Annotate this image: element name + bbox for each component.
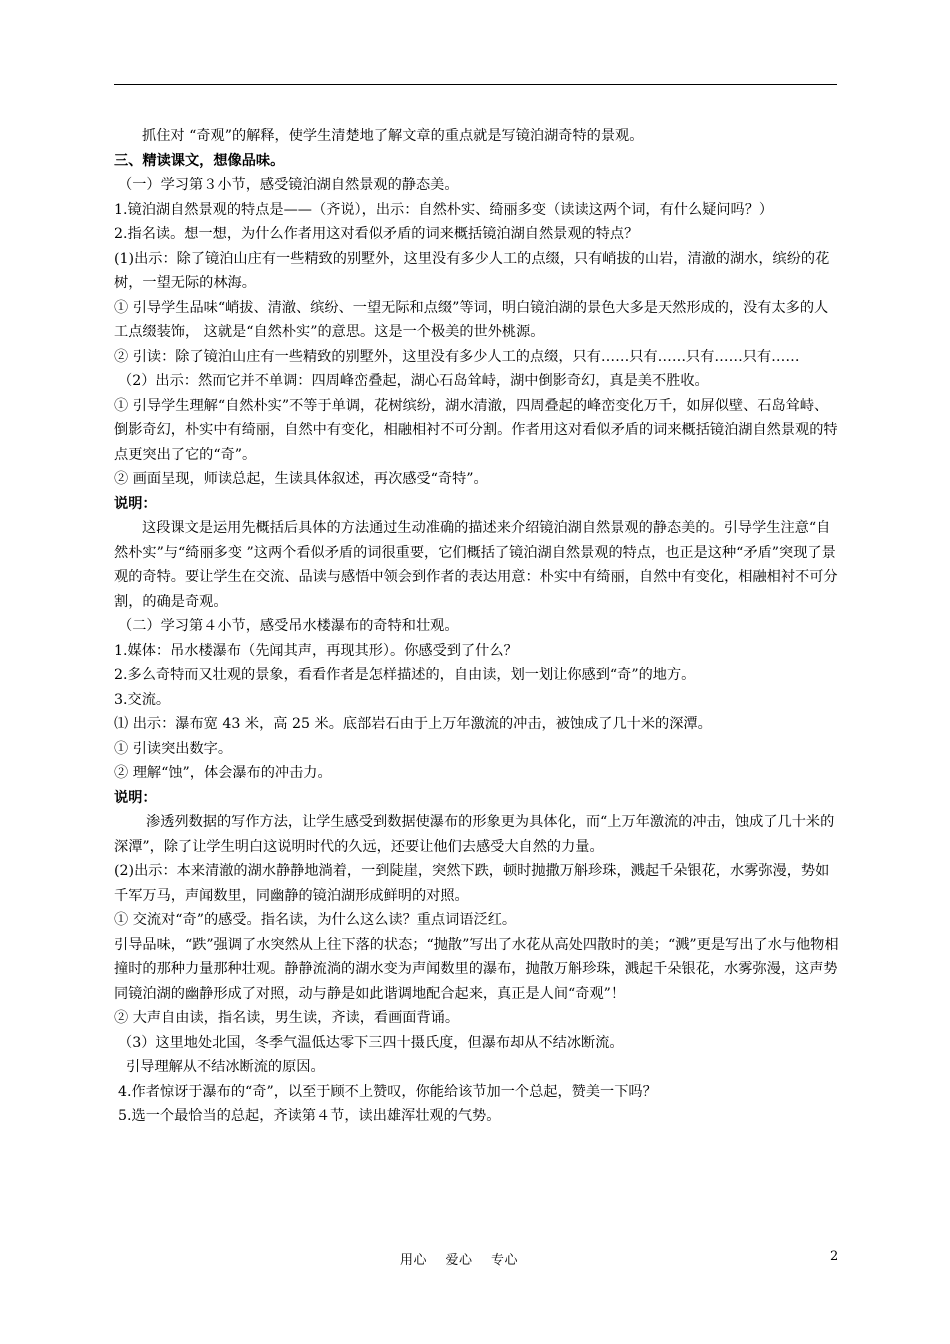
paragraph: (1)出示：除了镜泊山庄有一些精致的别墅外，这里没有多少人工的点缀，只有峭拔的山岩，清澈的湖水，缤纷的花树，一望无际的林海。: [114, 250, 830, 291]
paragraph: ⑴ 出示：瀑布宽 43 米，高 25 米。底部岩石由于上万年激流的冲击，被蚀成了几十米的深潭。: [114, 716, 712, 732]
paragraph: （一）学习第３小节，感受镜泊湖自然景观的静态美。: [118, 177, 459, 193]
paragraph: 4.作者惊讶于瀑布的“奇”，以至于顾不上赞叹，你能给该节加一个总起，赞美一下吗？: [118, 1083, 657, 1100]
paragraph: ① 引读突出数字。: [114, 740, 233, 757]
paragraph: （2）出示：然而它并不单调：四周峰峦叠起，湖心石岛耸峙，湖中倒影奇幻，真是美不胜收。: [118, 373, 709, 389]
footer-text: 用心 爱心 专心: [400, 1253, 519, 1268]
paragraph: 引导理解从不结冰断流的原因。: [126, 1059, 325, 1075]
paragraph: ① 引导学生理解“自然朴实”不等于单调，花树缤纷，湖水清澈，四周叠起的峰峦变化万千，如屏似壁、石岛耸峙、倒影奇幻，朴实中有绮丽，自然中有变化，相融相衬不可分割。作者用这对看似矛盾的词来概括镜泊湖自然景观的特点更突出了它的“奇”。: [114, 397, 838, 463]
header-rule: [114, 84, 837, 85]
paragraph: 引导品味，“跌”强调了水突然从上往下落的状态；“抛散”写出了水花从高处四散时的美；“溅”更是写出了水与他物相撞时的那种力量那种壮观。静静流淌的湖水变为声闻数里的瀑布，抛散万斛珍珠，溅起千朵银花，水雾弥漫，这声势同镜泊湖的幽静形成了对照，动与静是如此谐调地配合起来，真正是人间“奇观”！: [114, 936, 839, 1002]
paragraph: 这段课文是运用先概括后具体的方法通过生动准确的描述来介绍镜泊湖自然景观的静态美的。引导学生注意“自然朴实”与“绮丽多变 ”这两个看似矛盾的词很重要，它们概括了镜泊湖自然景观的特点，也正是这种“矛盾”突现了景观的奇特。要让学生在交流、品读与感悟中领会到作者的表达用意：朴实中有绮丽，自然中有变化，相融相衬不可分割，的确是奇观。: [114, 520, 838, 610]
paragraph: ② 大声自由读，指名读，男生读，齐读，看画面背诵。: [114, 1010, 460, 1026]
paragraph: ① 引导学生品味“峭拔、清澈、缤纷、一望无际和点缀”等词，明白镜泊湖的景色大多是天然形成的，没有太多的人工点缀装饰， 这就是“自然朴实”的意思。这是一个极美的世外桃源。: [114, 299, 829, 340]
paragraph: ② 理解“蚀”，体会瀑布的冲击力。: [114, 765, 332, 781]
paragraph: ① 交流对“奇”的感受。指名读，为什么这么读？重点词语泛红。: [114, 912, 517, 928]
page-number: 2: [830, 1249, 839, 1264]
paragraph: 抓住对 “奇观”的解释，使学生清楚地了解文章的重点就是写镜泊湖奇特的景观。: [142, 128, 644, 144]
paragraph: ② 引读：除了镜泊山庄有一些精致的别墅外，这里没有多少人工的点缀，只有……只有……只有……只有……: [114, 348, 800, 365]
paragraph: 1.媒体：吊水楼瀑布（先闻其声，再现其形）。你感受到了什么？: [114, 642, 518, 659]
paragraph: 5.选一个最恰当的总起，齐读第４节，读出雄浑壮观的气势。: [118, 1108, 501, 1124]
section-heading: 说明：: [114, 495, 157, 512]
paragraph: （3）这里地处北国，冬季气温低达零下三四十摄氏度，但瀑布却从不结冰断流。: [118, 1034, 624, 1051]
paragraph: (2)出示：本来清澈的湖水静静地淌着，一到陡崖，突然下跌，顿时抛撒万斛珍珠，溅起千朵银花，水雾弥漫，势如千军万马，声闻数里，同幽静的镜泊湖形成鲜明的对照。: [114, 863, 830, 904]
paragraph: 1.镜泊湖自然景观的特点是——（齐说），出示：自然朴实、绮丽多变（读读这两个词，有什么疑问吗？）: [114, 201, 774, 218]
paragraph: 2.多么奇特而又壮观的景象，看看作者是怎样描述的，自由读，划一划让你感到“奇”的地方。: [114, 667, 696, 683]
paragraph: 3.交流。: [114, 691, 171, 708]
document-body: [114, 124, 842, 1129]
paragraph: 2.指名读。想一想，为什么作者用这对看似矛盾的词来概括镜泊湖自然景观的特点？: [114, 226, 639, 242]
paragraph: ② 画面呈现，师读总起，生读具体叙述，再次感受“奇特”。: [114, 471, 488, 487]
paragraph: 渗透列数据的写作方法，让学生感受到数据使瀑布的形象更为具体化，而“上万年激流的冲击，蚀成了几十米的深潭”，除了让学生明白这说明时代的久远，还要让他们去感受大自然的力量。: [114, 814, 835, 855]
section-heading: 三、精读课文，想像品味。: [114, 152, 285, 169]
paragraph: （二）学习第４小节，感受吊水楼瀑布的奇特和壮观。: [118, 618, 459, 634]
section-heading: 说明：: [114, 789, 157, 806]
